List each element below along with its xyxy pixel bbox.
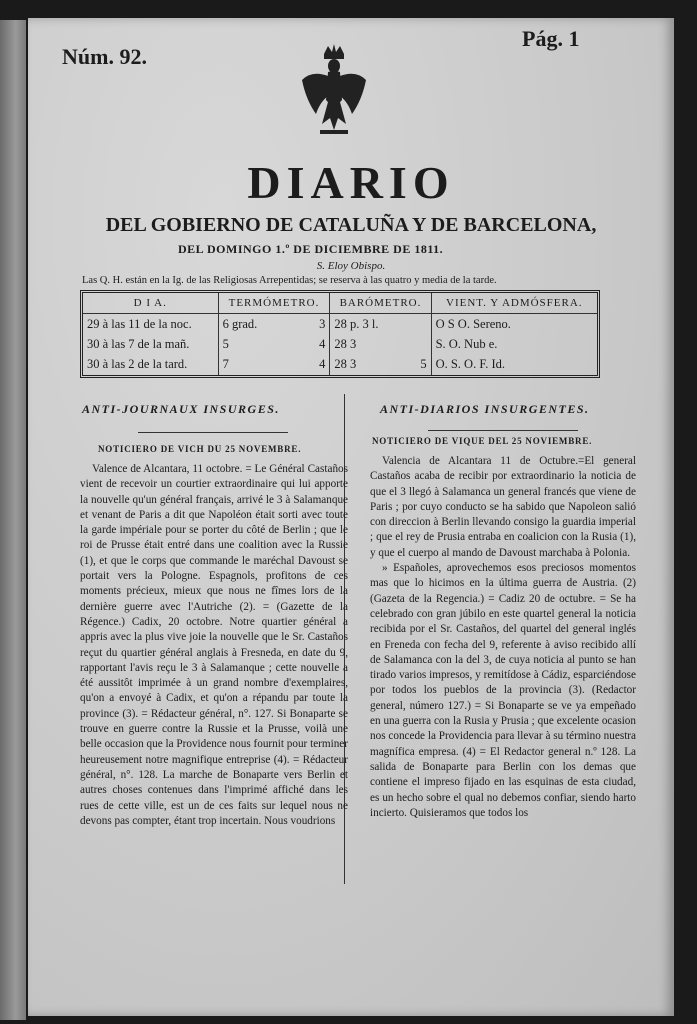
weather-bar-frac xyxy=(409,335,431,355)
weather-day: 29 à las 11 de la noc. xyxy=(83,314,218,335)
weather-wind: O S O. Sereno. xyxy=(435,316,511,331)
weather-wind: S. O. Nub e. xyxy=(435,337,498,352)
weather-bar-frac: 5 xyxy=(409,355,431,375)
article-paragraph: Valencia de Alcantara 11 de Octubre.=El general Castaños acaba de recibir por extraordinario la noticia de que el 3 llegó à Salamanca un general francés que viene de Paris ; por cuyo conducto se ha sabido que Napoleon salió con direccion à Berlin llevando consigo la guardia imperial ; que el rey de Prusia entraba en coalicion con la Rusia (1), y que el cuerpo al mando de Davoust marchaba à Polonia. xyxy=(370,455,636,559)
weather-temp: 7 xyxy=(222,357,229,372)
weather-day: 30 à las 2 de la tard. xyxy=(83,355,218,375)
left-column-subheading: NOTICIERO DE VICH DU 25 NOVEMBRE. xyxy=(98,444,302,454)
right-heading-rule xyxy=(428,430,578,431)
weather-temp: 5 xyxy=(222,337,229,352)
article-paragraph: Valence de Alcantara, 11 octobre. = Le Général Castaños vient de recevoir un courtier extraordinaire qui lui apporte la nouvelle qu'un général français, arrivé le 3 à Salamanque et venant de Paris a dit que Napoléon était sorti avec toute la garde impériale pour se porter du côté de Berlin ; que le roi de Prusse était entré dans une coalition avec la Russie (1), et que le corps que commande le maréchal Davoust se portait vers la Pologne. Espagnols, profitons de ces moments précieux, mieux que nous ne fîmes lors de la dernière guerre avec l'Autriche (2). = (Gazette de la Régence.) Cadix, 20 octobre. Notre quartier général a appris avec la plus vive joie la nouvelle que le Sr. Castaños reçut du quartier général anglais à Fresneda, en date du 9, rapportant l'avis reçu le 3 à Salamanque ; cette nouvelle a été aussitôt imprimée à un grand nombre d'exemplaires, qu'on a envoyé à Cadix, et qu'on a répandu par toute la province (3). = Rédacteur général, n°. 127. Si Bonaparte se trouve en guerre contre la Russie et la Prusse, voilà une belle occasion que la Providence nous fournit pour terminer heureusement notre magnifique entreprise (4). = Rédacteur général, n°. 128. La marche de Bonaparte vers Berlin et autres choses contenues dans l'imprimé affiché dans les rues de cette ville, est un de ces faits sur lequel nous ne devons pas compter, étant trop incertain. Nous voudrions xyxy=(80,463,348,827)
weather-temp-frac: 4 xyxy=(301,355,329,375)
weather-header-barometer: BARÓMETRO. xyxy=(330,293,431,314)
left-column-body xyxy=(80,462,348,829)
weather-bar: 28 3 xyxy=(334,357,357,372)
right-column-heading: ANTI-DIARIOS INSURGENTES. xyxy=(380,402,590,416)
weather-table xyxy=(80,290,600,378)
page-number: Pág. 1 xyxy=(522,26,580,51)
left-column-heading: ANTI-JOURNAUX INSURGES. xyxy=(82,402,280,416)
weather-header-day: D I A. xyxy=(83,293,218,314)
weather-header-wind: VIENT. Y ADMÓSFERA. xyxy=(431,293,597,314)
issue-date: DEL DOMINGO 1.º DE DICIEMBRE DE 1811. xyxy=(178,242,444,256)
newspaper-subtitle: DEL GOBIERNO DE CATALUÑA Y DE BARCELONA, xyxy=(105,214,597,236)
facing-page-edge xyxy=(0,20,26,1020)
article-paragraph: » Españoles, aprovechemos esos preciosos momentos mas que lo hicimos en la última guerra de Austria. (2) (Gazeta de la Regencia.) = Cadiz 20 de octubre. = Se ha celebrado con gran júbilo en este quartel general la noticia recibida por el Sr. Castaños, del quartel del general inglés en Freneda con fecha del 9, referente à aviso recibido allí de Salamanca con la del 3, de cuya noticia al punto se han tirado varios impresos, y remitídose à Cádiz, esparciéndose por todos los pueblos de la provincia (3). (Redactor general, número 127.) = Si Bonaparte se ve ya empeñado en una guerra con la Rusia y Prusia ; que excelente ocasion nos concede la Providencia para llevar à su término nuestra magnífica empresa. (4) = El Redactor general n.º 128. La salida de Bonaparte para Berlin con los demas que contiene el impreso fijado en las esquinas de esta ciudad, es un hecho sobre el qual no debemos confiar, siendo harto incierto. Quisieramos que todos los xyxy=(370,562,636,819)
issue-number: Núm. 92. xyxy=(62,44,147,69)
weather-temp-frac: 4 xyxy=(301,335,329,355)
weather-bar: 28 3 xyxy=(334,337,357,352)
weather-bar: 28 p. 3 l. xyxy=(334,316,379,331)
weather-bar-frac xyxy=(409,314,431,335)
newspaper-title: DIARIO xyxy=(247,157,455,208)
weather-temp-frac: 3 xyxy=(301,314,329,335)
weather-row xyxy=(83,355,597,375)
crowned-eagle-emblem xyxy=(298,40,370,158)
saint-of-day: S. Eloy Obispo. xyxy=(316,260,386,272)
right-column-subheading: NOTICIERO DE VIQUE DEL 25 NOVIEMBRE. xyxy=(372,436,593,446)
left-heading-rule xyxy=(138,432,288,433)
forty-hours-notice: Las Q. H. están en la Ig. de las Religiosas Arrepentidas; se reserva à las quatro y media de la tarde. xyxy=(82,275,497,286)
weather-row xyxy=(83,314,597,335)
weather-header-thermometer: TERMÓMETRO. xyxy=(218,293,330,314)
weather-day: 30 à las 7 de la mañ. xyxy=(83,335,218,355)
weather-row xyxy=(83,335,597,355)
right-column-body xyxy=(370,454,636,821)
weather-wind: O. S. O. F. Id. xyxy=(435,357,506,372)
newspaper-page xyxy=(28,18,674,1016)
weather-temp: 6 grad. xyxy=(222,316,258,331)
